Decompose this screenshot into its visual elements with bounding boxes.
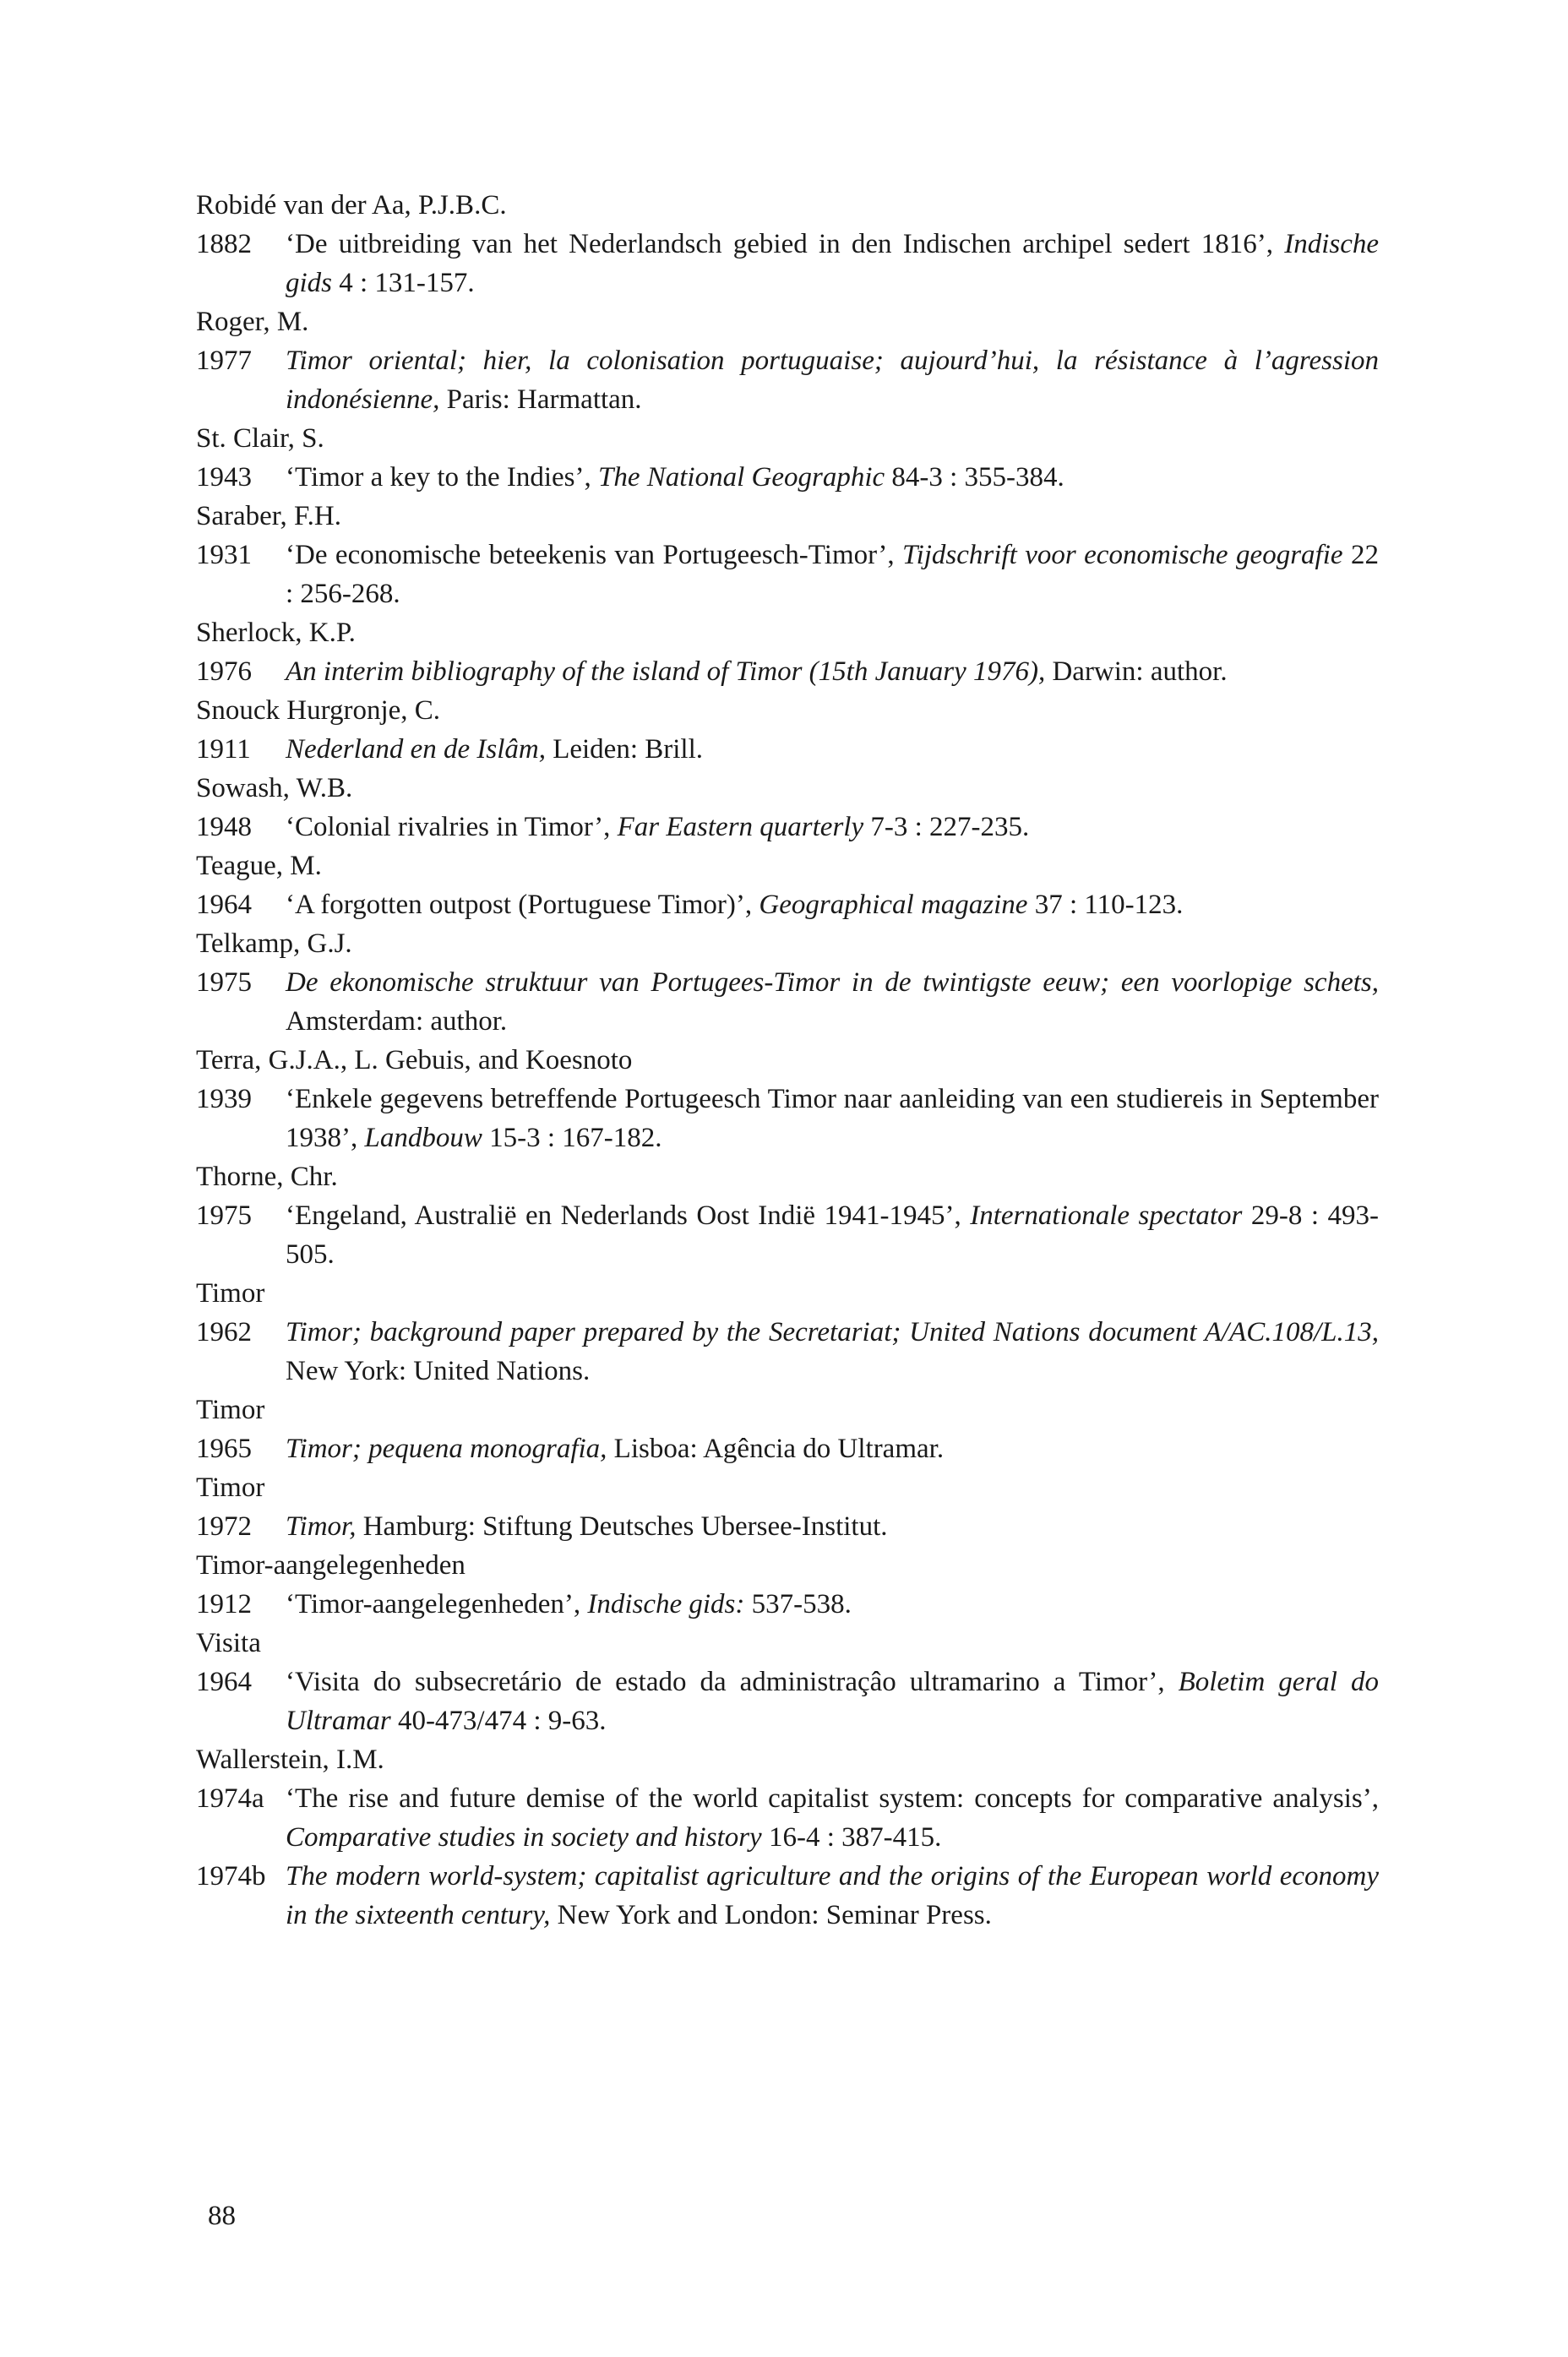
entry-reference [286,346,1379,415]
reference-text: ‘Engeland, Australië en Nederlands Oost Indië 1941-1945’, [286,1200,971,1231]
entry-year: 1964 [196,890,252,920]
reference-title-italic: Indische gids: [587,1589,745,1619]
entry-year: 1912 [196,1589,252,1619]
entry-year: 1911 [196,734,251,765]
bibliography-entry [196,1857,1379,1935]
reference-text: 22 : 256-268. [286,540,1379,609]
bibliography-author: Snouck Hurgronje, C. [196,695,441,726]
bibliography-entry [196,963,1379,1041]
reference-text: 16-4 : 387-415. [761,1822,942,1853]
bibliography-author: Robidé van der Aa, P.J.B.C. [196,190,507,220]
bibliography-author: Terra, G.J.A., L. Gebuis, and Koesnoto [196,1045,633,1075]
reference-text: Lisboa: Agência do Ultramar. [607,1434,945,1464]
entry-reference [286,812,1029,842]
entry-reference [286,540,1379,609]
reference-text: ‘A forgotten outpost (Portuguese Timor)’, [286,890,760,920]
entry-reference [286,462,1064,493]
entry-reference [286,1861,1379,1930]
bibliography-author: Telkamp, G.J. [196,928,352,959]
reference-title-italic: An interim bibliography of the island of Timor (15th January 1976), [286,656,1046,687]
bibliography-entry [196,341,1379,419]
bibliography-entry [196,1429,1379,1468]
reference-title-italic: Timor; pequena monografia, [286,1434,607,1464]
reference-title-italic: Far Eastern quarterly [617,812,864,842]
bibliography-entry [196,225,1379,302]
reference-title-italic: Timor; background paper prepared by the Secretariat; United Nations document A/AC.108/L.13, [286,1317,1379,1347]
bibliography-entry [196,652,1379,691]
reference-title-italic: Timor oriental; hier, la colonisation portuguaise; aujourd’hui, la résistance à l’agression indonésienne, [286,346,1379,415]
entry-year: 1939 [196,1084,252,1114]
reference-text: Hamburg: Stiftung Deutsches Ubersee-Institut. [356,1511,888,1542]
entry-reference [286,1200,1379,1270]
reference-text: Leiden: Brill. [545,734,703,765]
entry-year: 1931 [196,540,252,570]
entry-reference [286,734,703,765]
entry-year: 1962 [196,1317,252,1347]
reference-text: ‘Colonial rivalries in Timor’, [286,812,618,842]
bibliography-author: Roger, M. [196,307,309,337]
entry-reference [286,1317,1379,1386]
bibliography-author: Teague, M. [196,851,322,881]
bibliography-entry [196,458,1379,497]
bibliography-author: Saraber, F.H. [196,501,341,531]
reference-text: ‘Enkele gegevens betreffende Portugeesch Timor naar aanleiding van een studiereis in September 1938’, [286,1084,1379,1153]
entry-year: 1943 [196,462,252,493]
reference-title-italic: The National Geographic [597,462,885,493]
bibliography-list [196,186,1379,1935]
entry-year: 1974a [196,1783,264,1814]
bibliography-author: St. Clair, S. [196,423,324,454]
bibliography-entry [196,1507,1379,1546]
reference-text: ‘Visita do subsecretário de estado da administraçâo ultramarino a Timor’, [286,1667,1179,1697]
entry-year: 1972 [196,1511,252,1542]
reference-title-italic: Tijdschrift voor economische geografie [902,540,1343,570]
reference-title-italic: Timor, [286,1511,357,1542]
bibliography-author: Timor [196,1395,265,1425]
entry-year: 1975 [196,967,252,998]
bibliography-author: Wallerstein, I.M. [196,1745,384,1775]
reference-title-italic: Boletim geral do Ultramar [286,1667,1379,1736]
reference-text: ‘Timor a key to the Indies’, [286,462,598,493]
entry-reference [286,1783,1379,1853]
reference-text: Darwin: author. [1045,656,1228,687]
reference-title-italic: De ekonomische struktuur van Portugees-Timor in de twintigste eeuw; een voorlopige schets, [286,967,1379,998]
entry-reference [286,967,1379,1037]
bibliography-author: Timor-aangelegenheden [196,1550,466,1581]
bibliography-author: Sherlock, K.P. [196,618,356,648]
entry-year: 1975 [196,1200,252,1231]
reference-text: New York and London: Seminar Press. [550,1900,992,1930]
reference-text: 84-3 : 355-384. [885,462,1064,493]
reference-title-italic: Nederland en de Islâm, [286,734,546,765]
bibliography-author: Sowash, W.B. [196,773,353,803]
bibliography-entry [196,1196,1379,1274]
reference-text: 7-3 : 227-235. [863,812,1030,842]
reference-title-italic: Indische gids [286,229,1379,298]
reference-text: Paris: Harmattan. [439,384,642,415]
entry-reference [286,1511,888,1542]
reference-title-italic: Geographical magazine [759,890,1028,920]
entry-year: 1976 [196,656,252,687]
entry-year: 1974b [196,1861,266,1892]
reference-text: 4 : 131-157. [332,268,475,298]
entry-reference [286,1667,1379,1736]
bibliography-entry [196,885,1379,924]
reference-text: ‘De economische beteekenis van Portugeesch-Timor’, [286,540,903,570]
reference-text: ‘Timor-aangelegenheden’, [286,1589,588,1619]
entry-reference [286,1084,1379,1153]
entry-year: 1948 [196,812,252,842]
entry-reference [286,1434,944,1464]
bibliography-entry [196,1663,1379,1740]
page-number: 88 [208,2201,236,2231]
entry-reference [286,1589,852,1619]
bibliography-entry [196,1779,1379,1857]
reference-title-italic: The modern world-system; capitalist agriculture and the origins of the European world economy in the sixteenth century, [286,1861,1379,1930]
entry-reference [286,229,1379,298]
reference-text: New York: United Nations. [286,1356,591,1386]
entry-year: 1965 [196,1434,252,1464]
entry-year: 1882 [196,229,252,259]
reference-text: 37 : 110-123. [1027,890,1184,920]
reference-title-italic: Comparative studies in society and history [286,1822,762,1853]
reference-title-italic: Internationale spectator [970,1200,1243,1231]
bibliography-entry [196,808,1379,846]
bibliography-author: Thorne, Chr. [196,1162,338,1192]
reference-text: 537-538. [744,1589,852,1619]
bibliography-entry [196,1080,1379,1157]
reference-text: 15-3 : 167-182. [482,1123,662,1153]
reference-text: ‘De uitbreiding van het Nederlandsch gebied in den Indischen archipel sedert 1816’, [286,229,1285,259]
bibliography-entry [196,1585,1379,1624]
bibliography-entry [196,1313,1379,1391]
bibliography-entry [196,536,1379,613]
reference-text: 40-473/474 : 9-63. [390,1706,607,1736]
reference-title-italic: Landbouw [364,1123,482,1153]
bibliography-author: Timor [196,1278,265,1309]
reference-text: 29-8 : 493-505. [286,1200,1379,1270]
entry-year: 1964 [196,1667,252,1697]
reference-text: Amsterdam: author. [286,1006,508,1037]
bibliography-author: Visita [196,1628,261,1658]
entry-year: 1977 [196,346,252,376]
bibliography-entry [196,730,1379,769]
bibliography-author: Timor [196,1472,265,1503]
entry-reference [286,656,1228,687]
reference-text: ‘The rise and future demise of the world capitalist system: concepts for comparative analysis’, [286,1783,1379,1814]
entry-reference [286,890,1183,920]
